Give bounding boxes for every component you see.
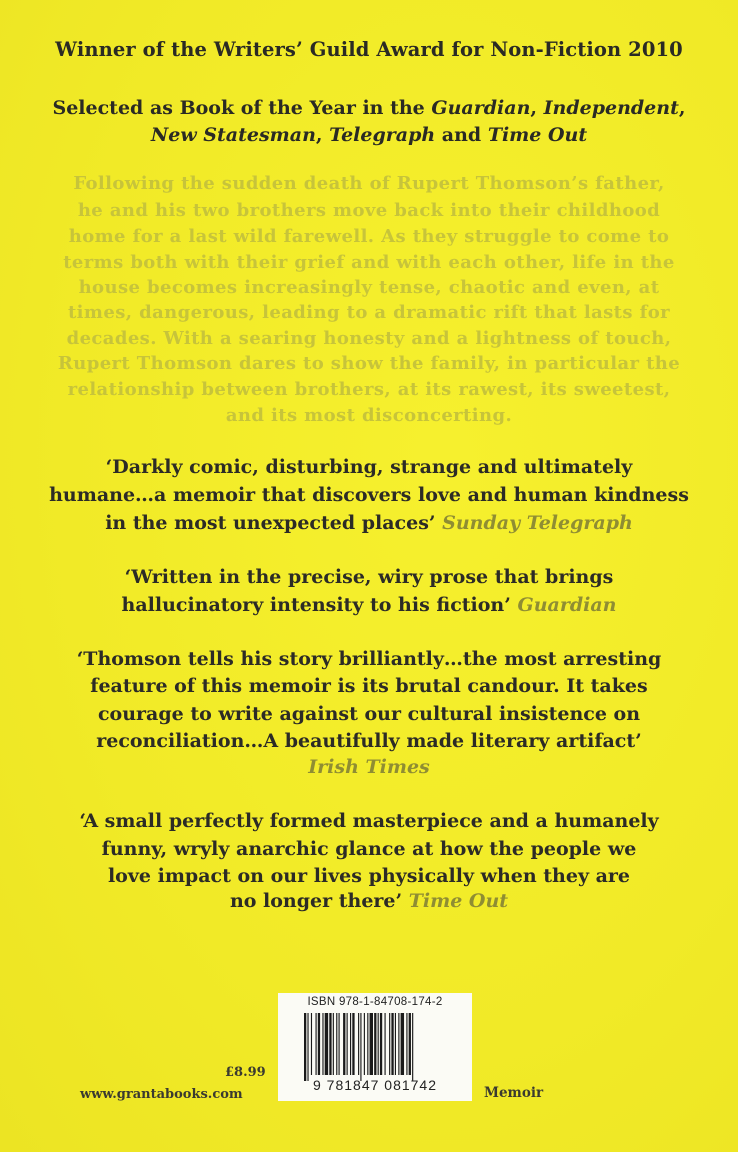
selected-sep-1: , bbox=[530, 97, 544, 119]
quote-3-line-2: feature of this memoir is its brutal candour. It takes bbox=[90, 675, 648, 697]
quote-2-source: Guardian bbox=[517, 594, 617, 616]
quote-2-line-1: ‘Written in the precise, wiry prose that brings bbox=[124, 566, 614, 588]
barcode-bar bbox=[406, 1013, 407, 1075]
quote-4-line-3: love impact on our lives physically when they are bbox=[107, 865, 631, 887]
selected-independent: Independent bbox=[543, 97, 679, 119]
quote-2-text: hallucinatory intensity to his fiction’ bbox=[121, 594, 518, 616]
synopsis-line: Following the sudden death of Rupert Thomson’s father, bbox=[73, 173, 665, 194]
quote-2-line-2 bbox=[0, 594, 738, 616]
barcode-bar bbox=[389, 1013, 390, 1075]
barcode-bar bbox=[358, 1013, 359, 1075]
barcode-bar bbox=[401, 1013, 404, 1075]
synopsis-line: house becomes increasingly tense, chaotic and even, at bbox=[78, 277, 660, 298]
quote-4-text: no longer there’ bbox=[229, 890, 409, 912]
barcode-bar bbox=[333, 1013, 334, 1075]
synopsis-line: he and his two brothers move back into their childhood bbox=[77, 200, 661, 221]
quote-1-line-1: ‘Darkly comic, disturbing, strange and ultimately bbox=[105, 456, 633, 478]
synopsis-line: and its most disconcerting. bbox=[225, 405, 513, 426]
quote-3-line-3: courage to write against our cultural insistence on bbox=[97, 703, 641, 725]
synopsis-line: decades. With a searing honesty and a lightness of touch, bbox=[66, 328, 672, 349]
barcode-bar bbox=[304, 1013, 306, 1081]
barcode-bar bbox=[307, 1013, 308, 1081]
quote-4-source: Time Out bbox=[408, 890, 509, 912]
price: £8.99 bbox=[225, 1065, 266, 1080]
isbn-label: ISBN 978-1-84708-174-2 bbox=[307, 996, 443, 1008]
barcode-bar bbox=[378, 1013, 379, 1075]
barcode-bar bbox=[311, 1013, 312, 1075]
selected-and: and bbox=[435, 124, 488, 146]
barcode-bar bbox=[322, 1013, 323, 1075]
barcode-bar bbox=[374, 1013, 376, 1075]
quote-4-line-1: ‘A small perfectly formed masterpiece and a humanely bbox=[79, 810, 659, 832]
selected-new-statesman: New Statesman bbox=[150, 124, 316, 146]
synopsis-line: home for a last wild farewell. As they struggle to come to bbox=[68, 226, 670, 247]
selected-prefix: Selected as Book of the Year in the bbox=[52, 97, 432, 119]
quote-3-line-1: ‘Thomson tells his story brilliantly…the most arresting bbox=[76, 648, 662, 670]
quote-4-line-4 bbox=[0, 890, 738, 912]
barcode-bar bbox=[329, 1013, 331, 1075]
category: Memoir bbox=[484, 1085, 544, 1101]
barcode-bar bbox=[347, 1013, 348, 1075]
barcode-bar bbox=[409, 1013, 411, 1075]
barcode-bar bbox=[352, 1013, 354, 1075]
selected-sep-2: , bbox=[678, 97, 686, 119]
quote-1-line-3 bbox=[0, 512, 738, 534]
barcode-bar bbox=[360, 1013, 361, 1081]
quote-1-source: Sunday Telegraph bbox=[442, 512, 633, 534]
selected-time-out: Time Out bbox=[487, 124, 588, 146]
barcode-bar bbox=[391, 1013, 393, 1075]
barcode-bars bbox=[304, 1013, 462, 1081]
barcode-bar bbox=[367, 1013, 368, 1075]
barcode-bar bbox=[370, 1013, 373, 1075]
barcode-bar bbox=[364, 1013, 365, 1075]
award-line: Winner of the Writers’ Guild Award for Non-Fiction 2010 bbox=[55, 38, 683, 61]
quote-4-line-2: funny, wryly anarchic glance at how the people we bbox=[101, 838, 637, 860]
barcode-bar bbox=[318, 1013, 320, 1075]
barcode-bar bbox=[325, 1013, 328, 1075]
barcode-bar bbox=[398, 1013, 399, 1075]
barcode-bar bbox=[412, 1013, 413, 1081]
barcode-bar bbox=[336, 1013, 337, 1075]
quote-3-source: Irish Times bbox=[308, 756, 430, 778]
barcode bbox=[278, 993, 472, 1101]
synopsis-line: terms both with their grief and with each other, life in the bbox=[63, 252, 675, 273]
quote-3-line-4: reconciliation…A beautifully made literary artifact’ bbox=[96, 730, 642, 752]
quote-1-text: in the most unexpected places’ bbox=[105, 512, 443, 534]
selected-line-2 bbox=[0, 124, 738, 146]
synopsis-line: relationship between brothers, at its rawest, its sweetest, bbox=[67, 379, 671, 400]
barcode-bar bbox=[316, 1013, 317, 1075]
selected-guardian: Guardian bbox=[431, 97, 531, 119]
synopsis-line: Rupert Thomson dares to show the family, in particular the bbox=[57, 353, 681, 374]
barcode-bar bbox=[350, 1013, 351, 1075]
selected-line-1 bbox=[0, 97, 738, 119]
synopsis-line: times, dangerous, leading to a dramatic rift that lasts for bbox=[67, 302, 671, 323]
barcode-bar bbox=[339, 1013, 340, 1075]
barcode-bar bbox=[380, 1013, 382, 1075]
publisher-website: www.grantabooks.com bbox=[80, 1087, 243, 1102]
barcode-bar bbox=[343, 1013, 345, 1075]
quote-1-line-2: humane…a memoir that discovers love and human kindness bbox=[49, 484, 689, 506]
barcode-bar bbox=[385, 1013, 386, 1075]
barcode-bar bbox=[395, 1013, 396, 1075]
selected-telegraph: Telegraph bbox=[329, 124, 436, 146]
barcode-digits: 9 781847 081742 bbox=[313, 1077, 437, 1093]
selected-sep-3: , bbox=[315, 124, 330, 146]
